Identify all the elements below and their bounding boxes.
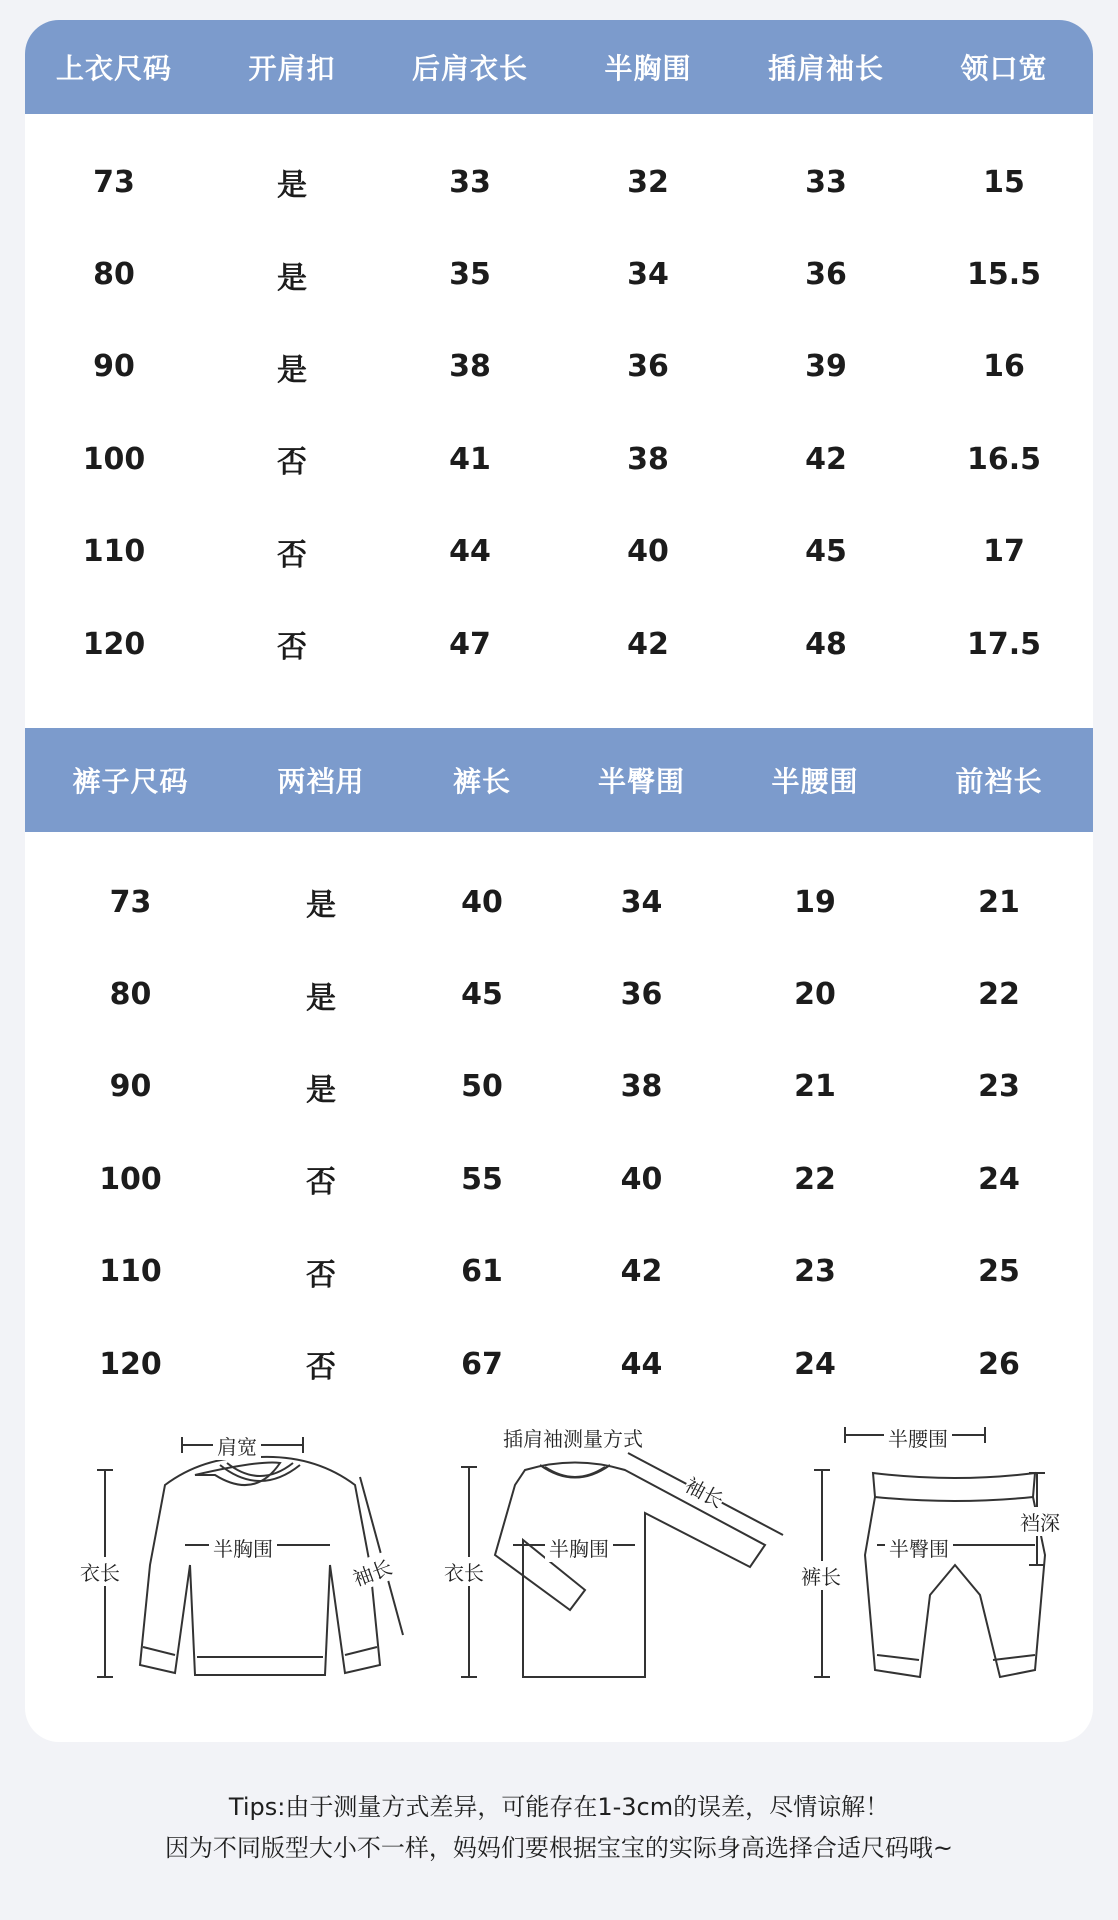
top-table-row xyxy=(25,136,1093,228)
table-cell: 否 xyxy=(277,445,307,481)
table-cell: 34 xyxy=(620,884,663,920)
tips-line-1: Tips:由于测量方式差异，可能存在1-3cm的误差，尽情谅解！ xyxy=(228,1793,890,1821)
header-cell: 插肩袖长 xyxy=(767,52,884,85)
table-cell: 25 xyxy=(978,1254,1020,1290)
tips-line-2: 因为不同版型大小不一样，妈妈们要根据宝宝的实际身高选择合适尺码哦~ xyxy=(164,1834,954,1862)
pants-table-row xyxy=(25,948,1093,1040)
table-cell: 45 xyxy=(805,534,847,570)
table-cell: 是 xyxy=(306,980,336,1016)
table-cell: 38 xyxy=(449,349,491,385)
table-cell: 38 xyxy=(620,1069,663,1105)
sweater-illustration xyxy=(140,1457,380,1675)
table-cell: 55 xyxy=(461,1161,503,1197)
measurement-diagram xyxy=(25,1415,1093,1715)
label-pants-hip: 半臀围 xyxy=(885,1533,953,1562)
table-cell: 是 xyxy=(306,1072,336,1108)
table-cell: 73 xyxy=(93,164,135,200)
table-cell: 80 xyxy=(109,977,152,1013)
table-cell: 否 xyxy=(306,1350,336,1386)
table-cell: 15 xyxy=(983,164,1025,200)
table-cell: 42 xyxy=(620,1254,663,1290)
pants-table-row xyxy=(25,1226,1093,1318)
table-cell: 100 xyxy=(99,1161,162,1197)
pants-table-row xyxy=(25,1318,1093,1410)
pants-table-row xyxy=(25,1041,1093,1133)
table-cell: 是 xyxy=(277,168,307,204)
table-cell: 41 xyxy=(449,441,491,477)
table-cell: 110 xyxy=(82,534,146,570)
top-table-row xyxy=(25,413,1093,505)
table-cell: 19 xyxy=(794,884,836,920)
table-cell: 120 xyxy=(82,626,146,662)
table-cell: 61 xyxy=(461,1254,503,1290)
header-cell: 半胸围 xyxy=(604,52,692,85)
table-cell: 67 xyxy=(461,1346,503,1382)
table-cell: 36 xyxy=(805,257,847,293)
table-cell: 47 xyxy=(449,626,491,662)
table-cell: 21 xyxy=(978,884,1020,920)
table-cell: 48 xyxy=(805,626,847,662)
table-cell: 42 xyxy=(627,626,669,662)
table-cell: 44 xyxy=(449,534,491,570)
table-cell: 45 xyxy=(461,977,503,1013)
label-pants-waist: 半腰围 xyxy=(884,1423,952,1452)
label-raglan-length: 衣长 xyxy=(444,1557,484,1586)
header-cell: 前裆长 xyxy=(955,765,1043,798)
table-cell: 32 xyxy=(627,164,669,200)
table-cell: 17 xyxy=(983,534,1025,570)
label-raglan-title: 插肩袖测量方式 xyxy=(503,1427,643,1451)
table-cell: 35 xyxy=(449,257,491,293)
label-pants-length: 裤长 xyxy=(801,1561,841,1590)
label-raglan-sleeve: 袖长 xyxy=(681,1469,730,1513)
table-cell: 23 xyxy=(794,1254,836,1290)
table-cell: 20 xyxy=(794,977,836,1013)
table-cell: 110 xyxy=(99,1254,162,1290)
top-table-row xyxy=(25,598,1093,690)
table-cell: 否 xyxy=(277,537,307,573)
pants-size-table-header xyxy=(25,728,1093,832)
pants-size-table-body xyxy=(25,856,1093,1410)
table-cell: 34 xyxy=(627,257,669,293)
table-cell: 40 xyxy=(627,534,669,570)
header-cell: 裤子尺码 xyxy=(72,765,189,798)
table-cell: 24 xyxy=(978,1161,1020,1197)
table-cell: 90 xyxy=(93,349,135,385)
label-shoulder: 肩宽 xyxy=(213,1431,261,1460)
header-cell: 上衣尺码 xyxy=(55,52,172,85)
table-cell: 42 xyxy=(805,441,847,477)
top-table-row xyxy=(25,321,1093,413)
header-cell: 半腰围 xyxy=(771,765,859,798)
table-cell: 16.5 xyxy=(966,441,1042,477)
table-cell: 22 xyxy=(978,977,1020,1013)
table-cell: 40 xyxy=(620,1161,663,1197)
header-cell: 裤长 xyxy=(452,765,511,798)
pants-table-row xyxy=(25,856,1093,948)
table-cell: 22 xyxy=(794,1161,836,1197)
table-cell: 120 xyxy=(99,1346,162,1382)
size-chart-card xyxy=(25,20,1093,1742)
table-cell: 是 xyxy=(306,888,336,924)
table-cell: 否 xyxy=(277,630,307,666)
header-cell: 领口宽 xyxy=(960,52,1048,85)
label-pants-rise: 裆深 xyxy=(1020,1507,1060,1536)
table-cell: 15.5 xyxy=(966,257,1042,293)
table-cell: 90 xyxy=(109,1069,152,1105)
top-table-row xyxy=(25,228,1093,320)
table-cell: 23 xyxy=(978,1069,1020,1105)
table-cell: 是 xyxy=(277,260,307,296)
pants-illustration xyxy=(865,1473,1045,1677)
garment-illustrations xyxy=(25,1415,1093,1715)
top-size-table-body xyxy=(25,136,1093,690)
label-sweater-chest: 半胸围 xyxy=(209,1533,277,1562)
label-sweater-length: 衣长 xyxy=(80,1557,120,1586)
pants-table-row xyxy=(25,1133,1093,1225)
label-raglan-chest: 半胸围 xyxy=(545,1533,613,1562)
header-cell: 半臀围 xyxy=(597,765,685,798)
table-cell: 44 xyxy=(620,1346,663,1382)
table-cell: 50 xyxy=(461,1069,503,1105)
table-cell: 73 xyxy=(109,884,152,920)
table-cell: 80 xyxy=(93,257,135,293)
table-cell: 否 xyxy=(306,1165,336,1201)
table-cell: 39 xyxy=(805,349,847,385)
table-cell: 36 xyxy=(620,977,663,1013)
table-cell: 17.5 xyxy=(966,626,1042,662)
header-cell: 两裆用 xyxy=(277,765,365,798)
top-size-table-header xyxy=(25,20,1093,114)
table-cell: 33 xyxy=(805,164,847,200)
table-cell: 100 xyxy=(82,441,146,477)
top-table-row xyxy=(25,506,1093,598)
table-cell: 16 xyxy=(983,349,1025,385)
table-cell: 40 xyxy=(461,884,503,920)
table-cell: 21 xyxy=(794,1069,836,1105)
table-cell: 33 xyxy=(449,164,491,200)
table-cell: 36 xyxy=(627,349,669,385)
table-cell: 是 xyxy=(277,352,307,388)
header-cell: 后肩衣长 xyxy=(411,52,528,85)
header-cell: 开肩扣 xyxy=(248,52,336,85)
table-cell: 否 xyxy=(306,1257,336,1293)
table-cell: 38 xyxy=(627,441,669,477)
label-sweater-sleeve: 袖长 xyxy=(348,1551,396,1592)
table-cell: 24 xyxy=(794,1346,836,1382)
table-cell: 26 xyxy=(978,1346,1020,1382)
